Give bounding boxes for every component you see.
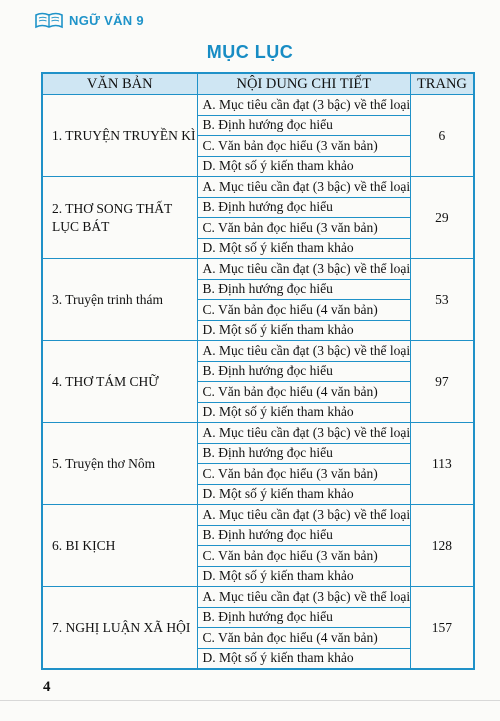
page-number: 4: [43, 679, 51, 695]
page-ref: 53: [411, 259, 474, 341]
section-title: 3. Truyện trinh thám: [42, 259, 197, 341]
detail-item: D. Một số ý kiến tham khảo: [197, 320, 411, 341]
table-row: [42, 341, 474, 362]
page-ref: 29: [411, 177, 474, 259]
detail-item: B. Định hướng đọc hiểu: [197, 443, 411, 464]
detail-item: A. Mục tiêu cần đạt (3 bậc) về thể loại: [197, 341, 411, 362]
page-ref: 128: [411, 505, 474, 587]
detail-item: A. Mục tiêu cần đạt (3 bậc) về thể loại: [197, 423, 411, 444]
detail-item: C. Văn bản đọc hiểu (3 văn bản): [197, 546, 411, 567]
section-title: 2. THƠ SONG THẤT LỤC BÁT: [42, 177, 197, 259]
detail-item: D. Một số ý kiến tham khảo: [197, 238, 411, 259]
detail-item: B. Định hướng đọc hiểu: [197, 197, 411, 218]
detail-item: D. Một số ý kiến tham khảo: [197, 484, 411, 505]
detail-item: A. Mục tiêu cần đạt (3 bậc) về thể loại: [197, 177, 411, 198]
page-ref: 6: [411, 95, 474, 177]
page-title: MỤC LỤC: [206, 42, 294, 62]
header-trang: TRANG: [411, 73, 474, 95]
header-van-ban: VĂN BẢN: [42, 73, 197, 95]
section-title: 5. Truyện thơ Nôm: [42, 423, 197, 505]
table-header-row: [42, 73, 474, 95]
book-label: NGỮ VĂN 9: [69, 13, 144, 28]
table-row: [42, 177, 474, 198]
detail-item: D. Một số ý kiến tham khảo: [197, 566, 411, 587]
detail-item: C. Văn bản đọc hiểu (3 văn bản): [197, 136, 411, 157]
table-row: [42, 259, 474, 280]
detail-item: C. Văn bản đọc hiểu (3 văn bản): [197, 464, 411, 485]
table-row: [42, 505, 474, 526]
table-row: [42, 423, 474, 444]
detail-item: C. Văn bản đọc hiểu (4 văn bản): [197, 628, 411, 649]
section-title: 7. NGHỊ LUẬN XÃ HỘI: [42, 587, 197, 670]
detail-item: B. Định hướng đọc hiểu: [197, 361, 411, 382]
page-ref: 97: [411, 341, 474, 423]
table-row: [42, 587, 474, 608]
detail-item: B. Định hướng đọc hiểu: [197, 115, 411, 136]
detail-item: A. Mục tiêu cần đạt (3 bậc) về thể loại: [197, 587, 411, 608]
detail-item: C. Văn bản đọc hiểu (4 văn bản): [197, 382, 411, 403]
page-ref: 113: [411, 423, 474, 505]
detail-item: D. Một số ý kiến tham khảo: [197, 402, 411, 423]
detail-item: C. Văn bản đọc hiểu (4 văn bản): [197, 300, 411, 321]
detail-item: D. Một số ý kiến tham khảo: [197, 648, 411, 669]
page-header: [0, 0, 500, 30]
detail-item: B. Định hướng đọc hiểu: [197, 279, 411, 300]
detail-item: A. Mục tiêu cần đạt (3 bậc) về thể loại: [197, 259, 411, 280]
table-row: [42, 95, 474, 116]
section-title: 6. BI KỊCH: [42, 505, 197, 587]
detail-item: B. Định hướng đọc hiểu: [197, 607, 411, 628]
section-title: 1. TRUYỆN TRUYỀN KÌ: [42, 95, 197, 177]
open-book-icon: [34, 11, 64, 29]
divider: [0, 700, 500, 701]
header-noi-dung: NỘI DUNG CHI TIẾT: [197, 73, 411, 95]
detail-item: A. Mục tiêu cần đạt (3 bậc) về thể loại: [197, 505, 411, 526]
section-title: 4. THƠ TÁM CHỮ: [42, 341, 197, 423]
detail-item: C. Văn bản đọc hiểu (3 văn bản): [197, 218, 411, 239]
detail-item: B. Định hướng đọc hiểu: [197, 525, 411, 546]
contents-table: [41, 72, 475, 670]
detail-item: A. Mục tiêu cần đạt (3 bậc) về thể loại: [197, 95, 411, 116]
detail-item: D. Một số ý kiến tham khảo: [197, 156, 411, 177]
page-ref: 157: [411, 587, 474, 670]
